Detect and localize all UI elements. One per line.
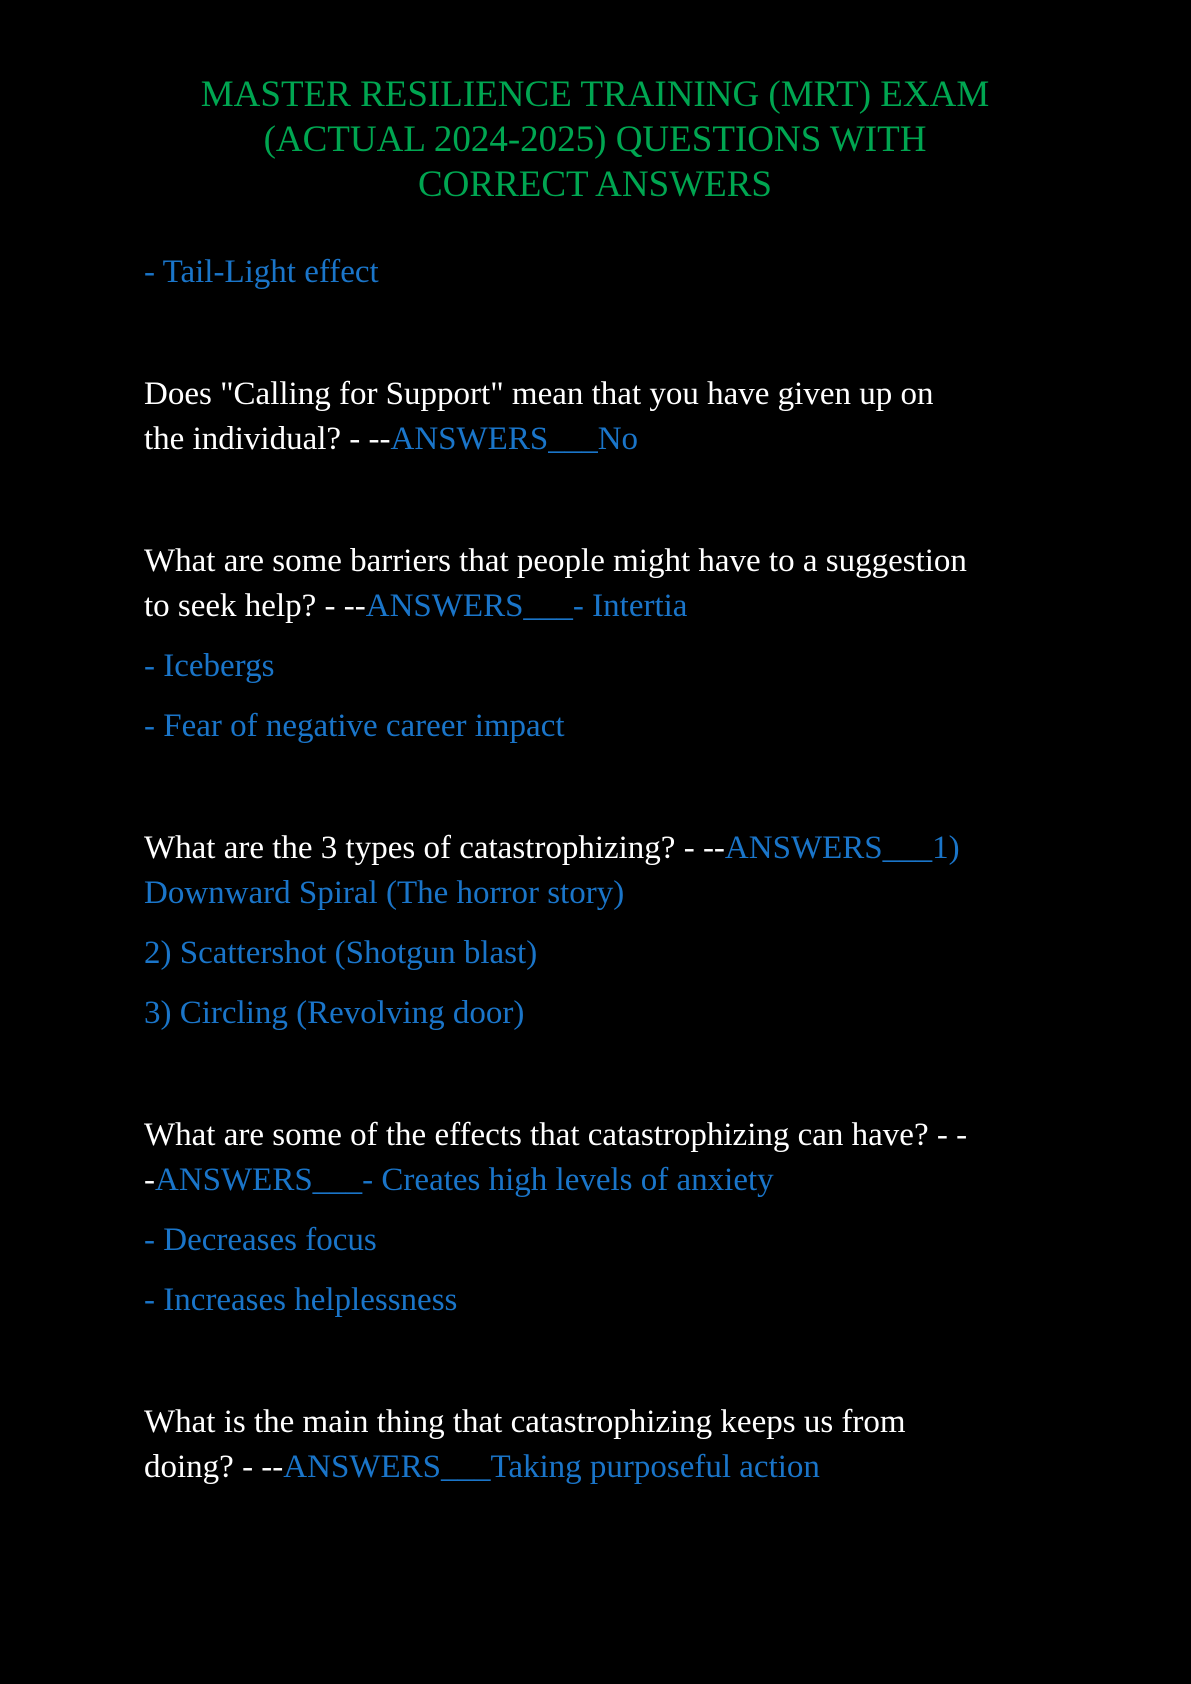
question-text: to seek help? - -- — [144, 588, 366, 624]
title-line: (ACTUAL 2024-2025) QUESTIONS WITH — [263, 119, 927, 160]
title-line: CORRECT ANSWERS — [418, 164, 772, 205]
qa-item — [144, 372, 1054, 462]
question-answer-line — [144, 1445, 1054, 1490]
answer-text: - Decreases focus — [144, 1222, 377, 1258]
qa-item — [144, 826, 1054, 1036]
question-answer-line — [144, 417, 1054, 462]
answer-text: - Icebergs — [144, 648, 275, 684]
question-answer-line — [144, 584, 1054, 629]
question-text: doing? - -- — [144, 1449, 284, 1485]
answer-text: - Fear of negative career impact — [144, 708, 565, 744]
title-line: MASTER RESILIENCE TRAINING (MRT) EXAM — [200, 74, 990, 115]
question-text: What are some barriers that people might have to a suggestion — [144, 543, 967, 579]
answer-text: - Increases helplessness — [144, 1282, 458, 1318]
answer-text: ANSWERS___1) — [724, 830, 960, 866]
question-answer-line — [144, 1158, 1054, 1203]
qa-item — [144, 539, 1054, 749]
question-text: - — [144, 1162, 155, 1198]
answer-text: Downward Spiral (The horror story) — [144, 875, 625, 911]
question-answer-line — [144, 826, 1054, 871]
qa-item — [144, 1400, 1054, 1490]
answer-text: ANSWERS___- Creates high levels of anxiety — [155, 1162, 774, 1198]
answer-text: ANSWERS___- Intertia — [365, 588, 688, 624]
answer-text: 3) Circling (Revolving door) — [144, 995, 525, 1031]
question-text: What is the main thing that catastrophizing keeps us from — [144, 1404, 906, 1440]
answer-text: 2) Scattershot (Shotgun blast) — [144, 935, 538, 971]
question-text: What are the 3 types of catastrophizing? - -- — [144, 830, 725, 866]
qa-item — [144, 1113, 1054, 1323]
question-text: What are some of the effects that catastrophizing can have? - - — [144, 1117, 968, 1153]
answer-text: ANSWERS___Taking purposeful action — [283, 1449, 820, 1485]
qa-content — [144, 250, 1054, 1490]
answer-text: ANSWERS___No — [390, 421, 639, 457]
question-text: Does "Calling for Support" mean that you have given up on — [144, 376, 934, 412]
question-text: the individual? - -- — [144, 421, 391, 457]
document-title — [140, 72, 1050, 207]
carryover-answer: - Tail-Light effect — [144, 254, 379, 290]
